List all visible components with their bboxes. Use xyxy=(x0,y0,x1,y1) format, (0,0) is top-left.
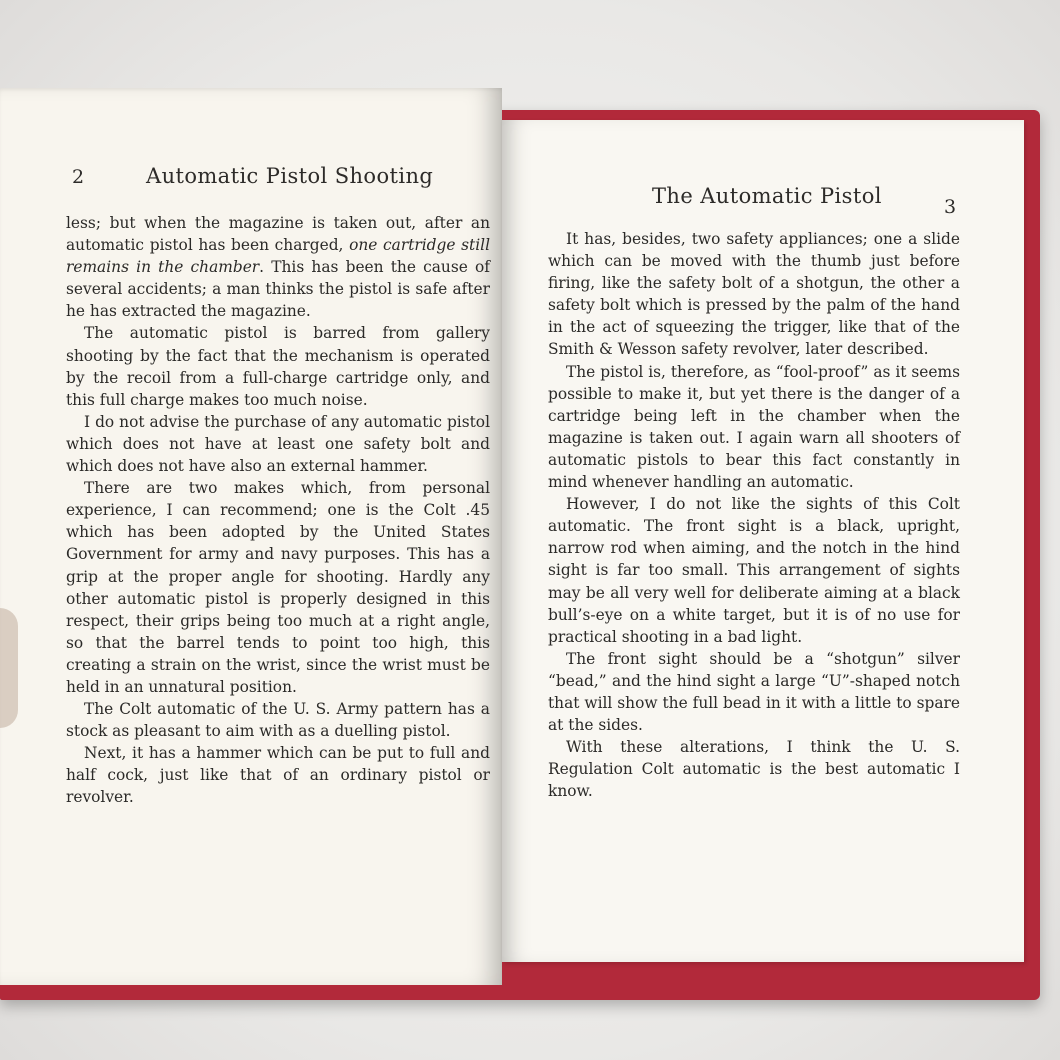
left-paragraph-1-italic: one cartridge still remains in the chamber xyxy=(66,236,490,277)
left-paragraph-1-pre: less; but when the magazine is taken out, after an automatic pistol has been charged, xyxy=(66,214,490,255)
left-paragraph-5: The Colt automatic of the U. S. Army pattern has a stock as pleasant to aim with as a duelling pistol. xyxy=(66,700,490,741)
left-page-number: 2 xyxy=(72,166,85,188)
thumb-shadow xyxy=(0,608,18,728)
right-page xyxy=(502,120,1024,962)
right-running-head: The Automatic Pistol xyxy=(652,184,882,208)
left-running-head: Automatic Pistol Shooting xyxy=(146,164,434,188)
right-paragraph-4: The front sight should be a “shotgun” silver “bead,” and the hind sight a large “U”-shaped notch that will show the full bead in it with a little to spare at the sides. xyxy=(548,649,960,735)
left-page xyxy=(0,88,502,985)
left-page-text xyxy=(66,212,490,809)
left-paragraph-3: I do not advise the purchase of any automatic pistol which does not have at least one safety bolt and which does not have also an external hammer. xyxy=(66,412,490,476)
left-paragraph-6: Next, it has a hammer which can be put to full and half cock, just like that of an ordinary pistol or revolver. xyxy=(66,744,490,807)
left-paragraph-2: The automatic pistol is barred from gallery shooting by the fact that the mechanism is operated by the recoil from a full-charge cartridge only, and this full charge makes too much noise. xyxy=(66,324,490,409)
right-paragraph-2: The pistol is, therefore, as “fool-proof” as it seems possible to make it, but yet there is the danger of a cartridge being left in the chamber when the magazine is taken out. I again warn all shooters of automatic pistols to bear this fact constantly in mind whenever handling an automatic. xyxy=(548,362,960,492)
left-paragraph-1 xyxy=(66,212,490,322)
left-paragraph-1-post: . This has been the cause of several accidents; a man thinks the pistol is safe after he has extracted the magazine. xyxy=(66,258,490,321)
right-paragraph-3: However, I do not like the sights of this Colt automatic. The front sight is a black, upright, narrow rod when aiming, and the notch in the hind sight is far too small. This arrangement of sights may be all very well for deliberate aiming at a black bull’s-eye on a white target, but it is of no use for practical shooting in a bad light. xyxy=(548,495,960,646)
left-paragraph-4: There are two makes which, from personal experience, I can recommend; one is the Colt .45 which has been adopted by the United States Government for army and navy purposes. This has a grip at the proper angle for shooting. Hardly any other automatic pistol is properly designed in this respect, their grips being too much at a right angle, so that the barrel tends to point too high, this creating a strain on the wrist, since the wrist must be held in an unnatural position. xyxy=(66,479,490,696)
right-page-number: 3 xyxy=(944,196,957,218)
right-paragraph-1: It has, besides, two safety appliances; one a slide which can be moved with the thumb just before firing, like the safety bolt of a shotgun, the other a safety bolt which is pressed by the palm of the hand in the act of squeezing the trigger, like that of the Smith & Wesson safety revolver, later described. xyxy=(548,230,960,359)
right-paragraph-5: With these alterations, I think the U. S. Regulation Colt automatic is the best automatic I know. xyxy=(548,738,960,801)
right-page-text xyxy=(548,228,960,802)
